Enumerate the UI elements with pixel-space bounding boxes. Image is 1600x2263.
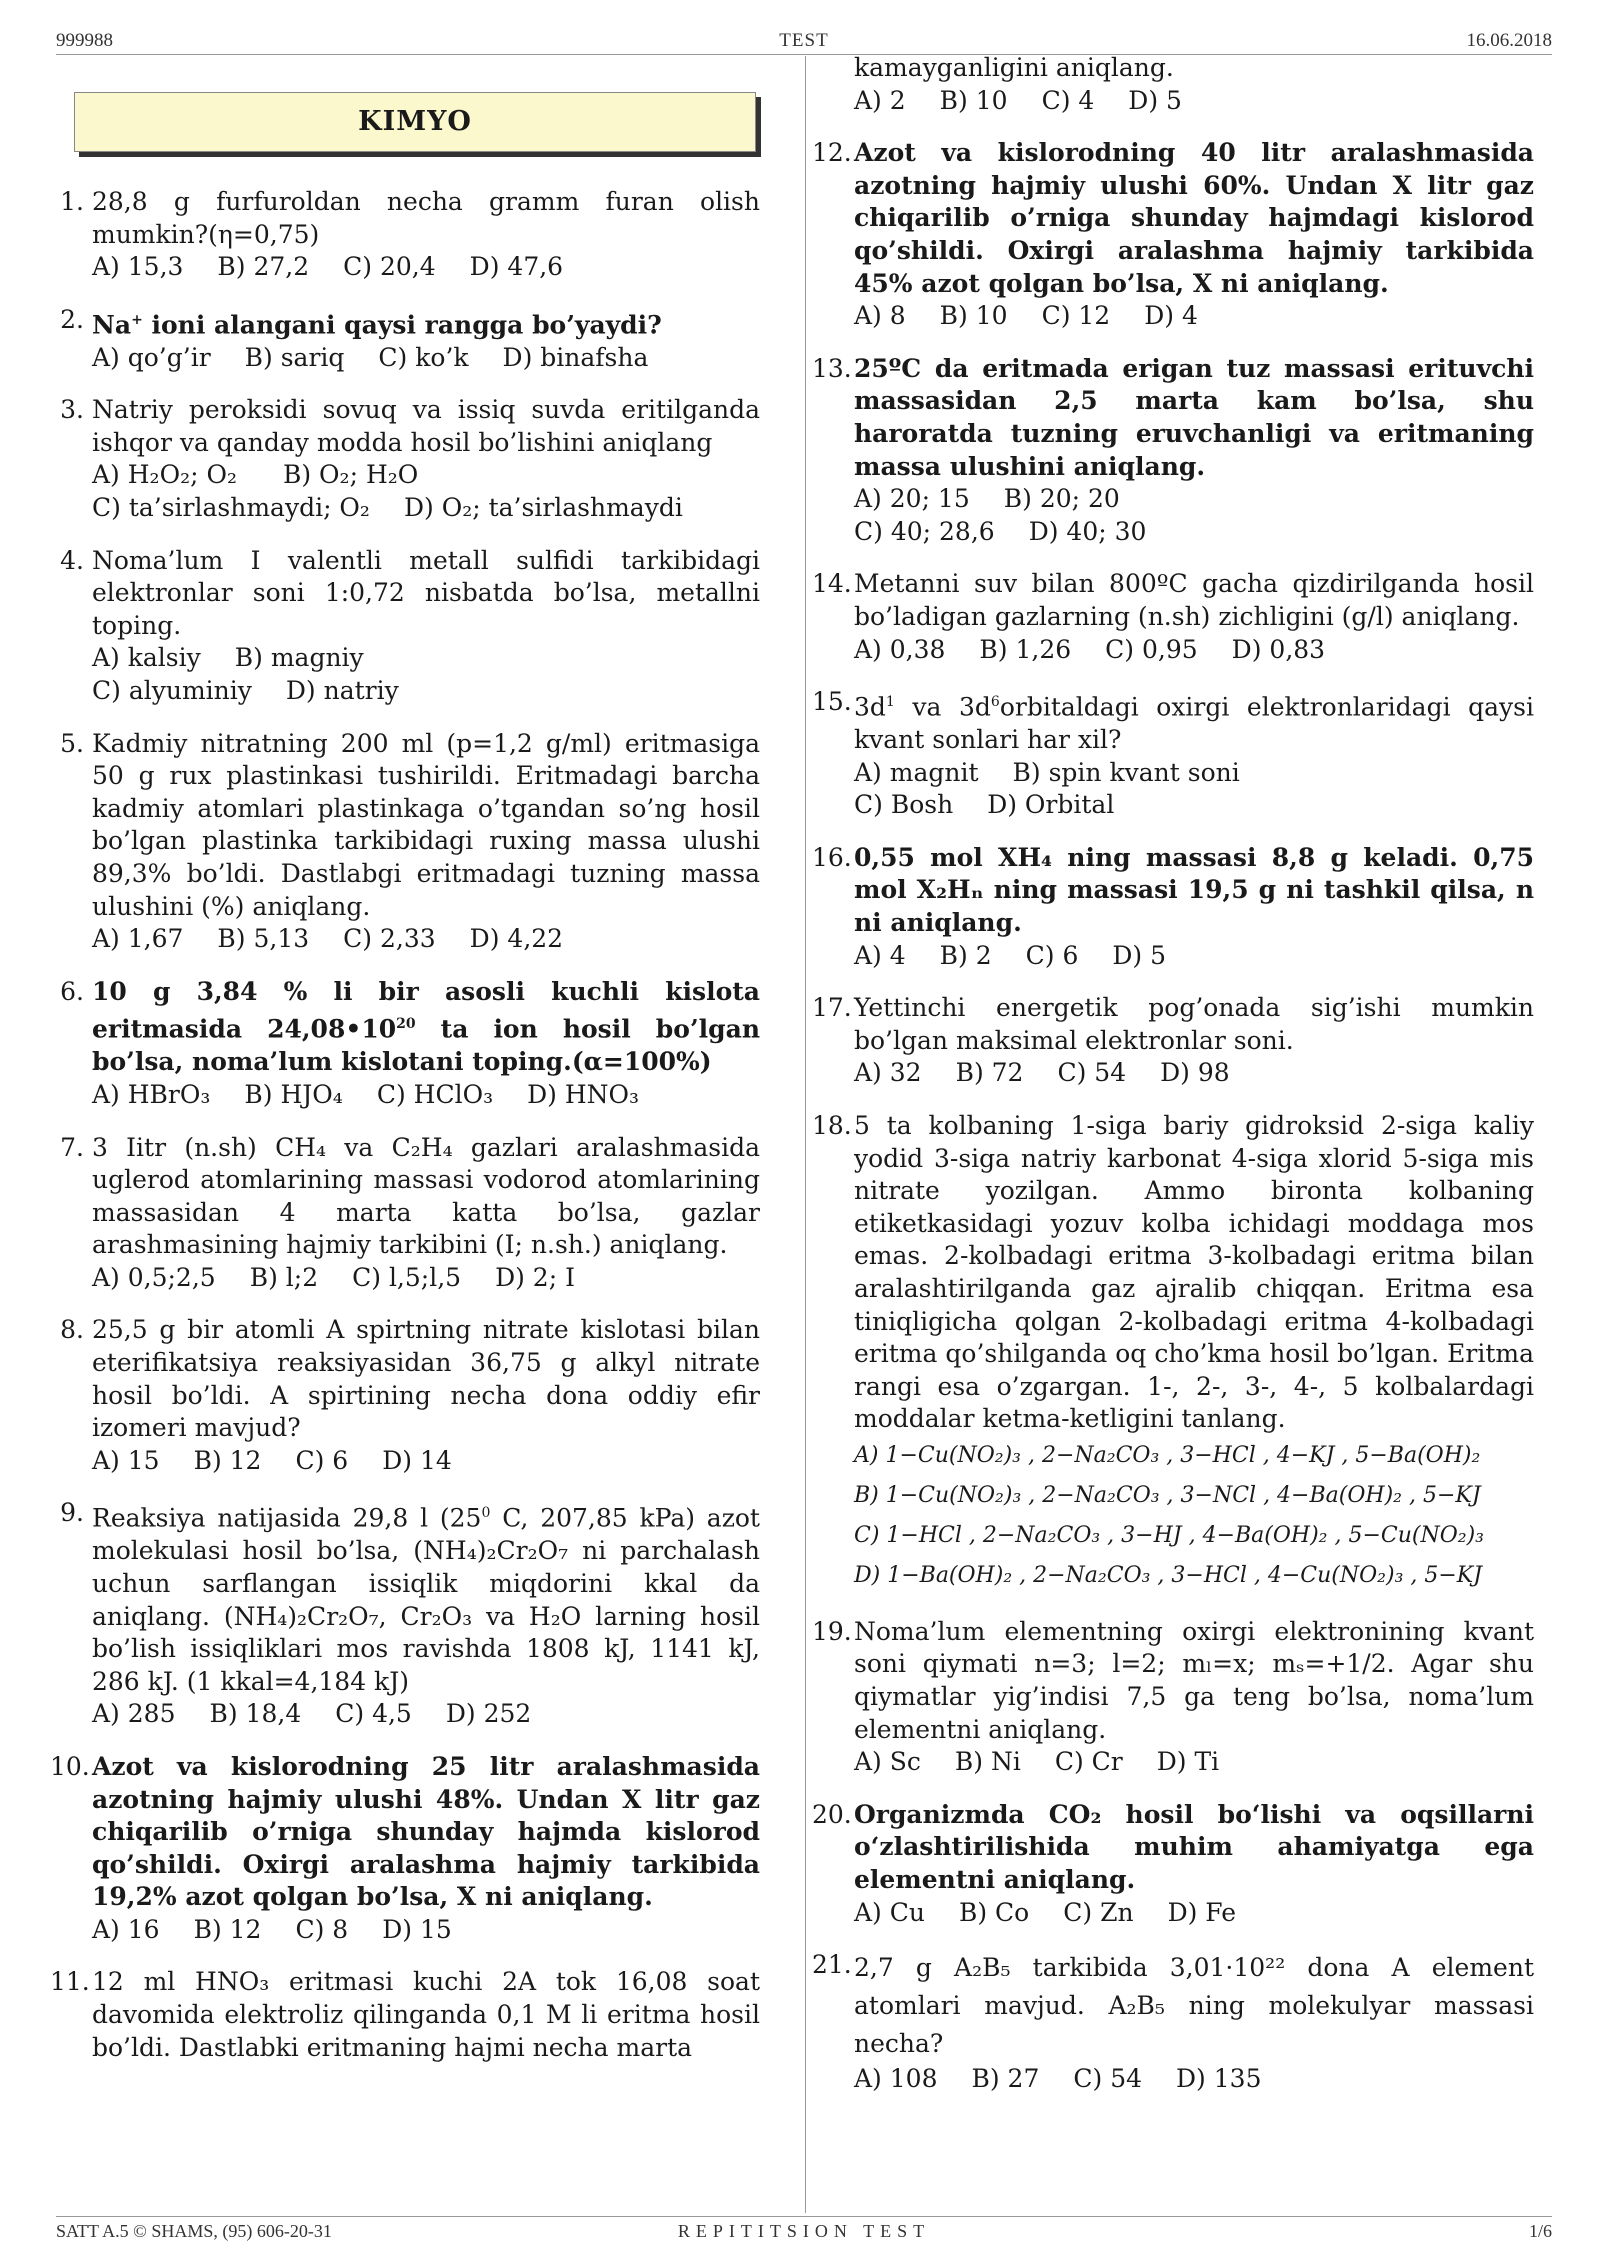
option-d[interactable]: D) natriy <box>285 676 399 706</box>
option-a[interactable]: A) Sc <box>854 1747 921 1777</box>
option-d[interactable]: D) Ti <box>1156 1747 1220 1777</box>
option-c[interactable]: C) Bosh <box>854 790 954 820</box>
subject-title: KIMYO <box>74 92 756 152</box>
option-c[interactable]: C) 6 <box>295 1445 349 1475</box>
question-18: 18. 5 ta kolbaning 1-siga bariy gidroksid 2-siga kaliy yodid 3-siga natriy karbonat 4-siga xlorid 5-siga mis nitrate yozilgan. Ammo bironta kolbaning etiketkasidagi yozuv kolba ichidagi moddaga mos emas. 2-kolbadagi eritma 3-kolbadagi eritma bilan aralashtirilganda gaz ajralib chiqqan. Eritma esa tiniqligicha qolgan 2-kolbadagi eritma 4-kolbadagi eritma qo’shilganda oq cho’kma hosil bo’lgan. Eritma rangi esa o’zgargan. 1-, 2-, 3-, 4-, 5 kolbalardagi moddalar ketma-ketligini tanlang. A) 1−Cu(NO₂)₃ , 2−Na₂CO₃ , 3−HCl , 4−KJ , 5−Ba(OH)₂ B) 1−Cu(NO₂)₃ , 2−Na₂CO₃ , 3−NCl , 4−Ba(OH)₂ , 5−KJ C) 1−HCl , 2−Na₂CO₃ , 3−HJ , 4−Ba(OH)₂ , 5−Cu(NO₂)₃ D) 1−Ba(OH)₂ , 2−Na₂CO₃ , 3−HCl , 4−Cu(NO₂)₃ , 5−KJ <box>812 1110 1534 1588</box>
page-header <box>56 28 1552 55</box>
option-d[interactable]: D) 5 <box>1128 85 1182 115</box>
question-4: 4. Noma’lum I valentli metall sulfidi tarkibidagi elektronlar soni 1:0,72 nisbatda bo’lsa, metallni toping. A) kalsiy B) magniy C) alyuminiy D) natriy <box>60 545 760 706</box>
option-c[interactable]: C) 40; 28,6 <box>854 516 995 546</box>
option-b[interactable]: B) 27,2 <box>217 252 310 282</box>
option-a[interactable]: A) 285 <box>92 1699 176 1729</box>
option-b[interactable]: B) 72 <box>955 1058 1024 1088</box>
option-b[interactable]: B) 12 <box>193 1445 262 1475</box>
header-code: 999988 <box>56 30 113 51</box>
question-text: 12 ml HNO₃ eritmasi kuchi 2A tok 16,08 soat davomida elektroliz qilinganda 0,1 M li eritma hosil bo’ldi. Dastlabki eritmaning hajmi necha marta <box>92 1967 760 2062</box>
option-b[interactable]: B) 20; 20 <box>1003 484 1120 514</box>
question-11-continued <box>854 52 1534 117</box>
option-c[interactable]: C) 4,5 <box>335 1699 412 1729</box>
option-a[interactable]: A) 8 <box>854 301 906 331</box>
option-d[interactable]: D) 4 <box>1144 301 1198 331</box>
option-b[interactable]: B) magniy <box>234 643 364 673</box>
option-a[interactable]: A) 1,67 <box>92 924 184 954</box>
question-text: Metanni suv bilan 800ºC gacha qizdirilganda hosil bo’ladigan gazlarning (n.sh) zichligini (g/l) aniqlang. <box>854 569 1534 631</box>
option-c[interactable]: C) 8 <box>295 1914 349 1944</box>
question-text: Organizmda CO₂ hosil bo‘lishi va oqsillarni o‘zlashtirilishida muhim ahamiyatga ega elementni aniqlang. <box>854 1799 1534 1895</box>
option-d[interactable]: D) 98 <box>1160 1058 1230 1088</box>
option-d[interactable]: D) 0,83 <box>1231 634 1326 664</box>
question-14: 14. Metanni suv bilan 800ºC gacha qizdirilganda hosil bo’ladigan gazlarning (n.sh) zichligini (g/l) aniqlang. A) 0,38 B) 1,26 C) 0,95 D) 0,83 <box>812 569 1534 664</box>
option-c[interactable]: C) 1−HCl , 2−Na₂CO₃ , 3−HJ , 4−Ba(OH)₂ , 5−Cu(NO₂)₃ <box>854 1522 1484 1548</box>
question-7: 7. 3 Iitr (n.sh) CH₄ va C₂H₄ gazlari aralashmasida uglerod atomlarining massasi vodorod atomlarining massasidan 4 marta katta bo’lsa, gazlar arashmasining hajmiy tarkibini (I; n.sh.) aniqlang. A) 0,5;2,5 B) l;2 C) l,5;l,5 D) 2; I <box>60 1132 760 1292</box>
option-a[interactable]: A) 108 <box>854 2064 938 2094</box>
question-text: kamayganligini aniqlang. <box>854 53 1174 82</box>
question-text: 10 g 3,84 % li bir asosli kuchli kislota eritmasida $24,08•10^{20}$ ta ion hosil bo’lgan bo’lsa, noma’lum kislotani toping.(α=100%) <box>92 976 760 1077</box>
option-d[interactable]: D) 252 <box>445 1699 532 1729</box>
option-c[interactable]: C) 20,4 <box>343 252 436 282</box>
question-21: 21. 2,7 g A₂B₅ tarkibida 3,01·10²² dona A element atomlari mavjud. A₂B₅ ning molekulyar massasi necha? A) 108 B) 27 C) 54 D) 135 <box>812 1950 1534 2094</box>
question-15: 15. $3d^1$ va $3d^6orbitaldagi$ oxirgi elektronlaridagi qaysi kvant sonlari har xil? A) magnit B) spin kvant soni C) Bosh D) Orbital <box>812 687 1534 820</box>
option-b[interactable]: B) 10 <box>939 301 1008 331</box>
option-d[interactable]: D) 1−Ba(OH)₂ , 2−Na₂CO₃ , 3−HCl , 4−Cu(NO₂)₃ , 5−KJ <box>854 1562 1483 1588</box>
question-8: 8. 25,5 g bir atomli A spirtning nitrate kislotasi bilan eterifikatsiya reaksiyasidan 36,75 g alkyl nitrate hosil bo’ldi. A spirtining necha dona oddiy efir izomeri mavjud? A) 15 B) 12 C) 6 D) 14 <box>60 1315 760 1475</box>
right-column <box>812 53 1534 2096</box>
option-c[interactable]: C) Zn <box>1063 1897 1134 1927</box>
footer-title: REPITITSION TEST <box>677 2221 931 2241</box>
option-a[interactable]: A) 0,38 <box>854 634 946 664</box>
question-text: Natriy peroksidi sovuq va issiq suvda eritilganda ishqor va qanday modda hosil bo’lishini aniqlang <box>92 395 760 457</box>
option-c[interactable]: C) Cr <box>1054 1747 1123 1777</box>
question-text: 3 Iitr (n.sh) CH₄ va C₂H₄ gazlari aralashmasida uglerod atomlarining massasi vodorod atomlarining massasidan 4 marta katta bo’lsa, gazlar arashmasining hajmiy tarkibini (I; n.sh.) aniqlang. <box>92 1132 760 1260</box>
option-c[interactable]: C) 4 <box>1041 85 1095 115</box>
question-text: 25ºC da eritmada erigan tuz massasi erituvchi massasidan 2,5 marta kam bo’lsa, shu haroratda tuzning eruvchanligi va eritmaning massa ulushini aniqlang. <box>854 353 1534 481</box>
question-17: 17. Yettinchi energetik pog’onada sig’ishi mumkin bo’lgan maksimal elektronlar soni. A) 32 B) 72 C) 54 D) 98 <box>812 993 1534 1088</box>
column-divider <box>805 56 806 2213</box>
option-b[interactable]: B) HJO₄ <box>244 1079 343 1109</box>
header-date: 16.06.2018 <box>1466 30 1552 51</box>
footer-copyright: SATT A.5 © SHAMS, (95) 606-20-31 <box>56 2221 332 2241</box>
option-a[interactable]: A) kalsiy <box>92 643 201 673</box>
option-b[interactable]: B) l;2 <box>249 1262 319 1292</box>
option-c[interactable]: C) l,5;l,5 <box>352 1262 462 1292</box>
question-text: 25,5 g bir atomli A spirtning nitrate kislotasi bilan eterifikatsiya reaksiyasidan 36,75 g alkyl nitrate hosil bo’ldi. A spirtining necha dona oddiy efir izomeri mavjud? <box>92 1315 760 1443</box>
option-d[interactable]: D) O₂; ta’sirlashmaydi <box>403 493 683 523</box>
question-16: 16. 0,55 mol XH₄ ning massasi 8,8 g keladi. 0,75 mol X₂Hₙ ning massasi 19,5 g ni tashkil qilsa, n ni aniqlang. A) 4 B) 2 C) 6 D) 5 <box>812 842 1534 970</box>
option-a[interactable]: A) 32 <box>854 1058 922 1088</box>
option-b[interactable]: B) sariq <box>244 342 345 372</box>
question-10: 10. Azot va kislorodning 25 litr aralashmasida azotning hajmiy ulushi 48%. Undan X litr gaz chiqarilib o’rniga shunday hajmda kislorod qo’shildi. Oxirgi aralashma hajmiy tarkibida 19,2% azot qolgan bo’lsa, X ni aniqlang. A) 16 B) 12 C) 8 D) 15 <box>50 1751 760 1944</box>
option-d[interactable]: D) 15 <box>382 1914 452 1944</box>
option-d[interactable]: D) Orbital <box>987 790 1115 820</box>
option-a[interactable]: A) Cu <box>854 1897 925 1927</box>
option-c[interactable]: C) 0,95 <box>1105 634 1198 664</box>
option-b[interactable]: B) 18,4 <box>209 1699 302 1729</box>
option-a[interactable]: A) HBrO₃ <box>92 1079 211 1109</box>
option-a[interactable]: A) 2 <box>854 85 906 115</box>
question-text: Na+ ioni alangani qaysi rangga bo’yaydi? <box>92 310 662 340</box>
question-9: 9. Reaksiya natijasida 29,8 l ($25^0$ C, 207,85 kPa) azot molekulasi hosil bo’lsa, (NH₄)₂Cr₂O₇ ni parchalash uchun sarflangan issiqlik miqdorini kkal da aniqlang. (NH₄)₂Cr₂O₇, Cr₂O₃ va H₂O larning hosil bo’lish issiqliklari mos ravishda 1808 kJ, 1141 kJ, 286 kJ. (1 kkal=4,184 kJ) A) 285 B) 18,4 C) 4,5 D) 252 <box>60 1498 760 1729</box>
option-c[interactable]: C) 54 <box>1073 2064 1143 2094</box>
header-title: TEST <box>779 30 829 51</box>
question-text: Noma’lum elementning oxirgi elektronining kvant soni qiymati n=3; l=2; mₗ=x; mₛ=+1/2. Agar shu qiymatlar yig’indisi 7,5 ga teng bo’lsa, noma’lum elementni aniqlang. <box>854 1616 1534 1744</box>
option-c[interactable]: C) 2,33 <box>343 924 436 954</box>
question-6: 6. 10 g 3,84 % li bir asosli kuchli kislota eritmasida $24,08•10^{20}$ ta ion hosil bo’lgan bo’lsa, noma’lum kislotani toping.(α=100%) A) HBrO₃ B) HJO₄ C) HClO₃ D) HNO₃ <box>60 976 760 1109</box>
page-footer <box>56 2216 1552 2241</box>
option-a[interactable]: A) 4 <box>854 940 906 970</box>
question-text: Yettinchi energetik pog’onada sig’ishi mumkin bo’lgan maksimal elektronlar soni. <box>854 993 1534 1055</box>
question-5: 5. Kadmiy nitratning 200 ml (p=1,2 g/ml) eritmasiga 50 g rux plastinkasi tushirildi. Eritmadagi barcha kadmiy atomlari plastinkaga o’tgandan so’ng hosil bo’lgan plastinka tarkibidagi ruxing massa ulushi 89,3% bo’ldi. Dastlabgi eritmadagi tuzning massa ulushini (%) aniqlang. A) 1,67 B) 5,13 C) 2,33 D) 4,22 <box>60 728 760 954</box>
option-b[interactable]: B) 5,13 <box>217 924 310 954</box>
question-text: Kadmiy nitratning 200 ml (p=1,2 g/ml) eritmasiga 50 g rux plastinkasi tushirildi. Eritmadagi barcha kadmiy atomlari plastinkaga o’tgandan so’ng hosil bo’lgan plastinka tarkibidagi ruxing massa ulushi 89,3% bo’ldi. Dastlabgi eritmadagi tuzning massa ulushini (%) aniqlang. <box>92 728 760 921</box>
question-text: Reaksiya natijasida 29,8 l ($25^0$ C, 207,85 kPa) azot molekulasi hosil bo’lsa, (NH₄)₂Cr₂O₇ ni parchalash uchun sarflangan issiqlik miqdorini kkal da aniqlang. (NH₄)₂Cr₂O₇, Cr₂O₃ va H₂O larning hosil bo’lish issiqliklari mos ravishda 1808 kJ, 1141 kJ, 286 kJ. (1 kkal=4,184 kJ) <box>92 1503 760 1696</box>
left-column <box>50 58 760 2064</box>
option-a[interactable]: A) 1−Cu(NO₂)₃ , 2−Na₂CO₃ , 3−HCl , 4−KJ , 5−Ba(OH)₂ <box>854 1442 1481 1468</box>
option-d[interactable]: D) 4,22 <box>469 924 564 954</box>
option-b[interactable]: B) Co <box>958 1897 1030 1927</box>
option-c[interactable]: C) 6 <box>1025 940 1079 970</box>
option-a[interactable]: A) 15 <box>92 1445 160 1475</box>
question-13: 13. 25ºC da eritmada erigan tuz massasi erituvchi massasidan 2,5 marta kam bo’lsa, shu haroratda tuzning eruvchanligi va eritmaning massa ulushini aniqlang. A) 20; 15 B) 20; 20 C) 40; 28,6 D) 40; 30 <box>812 353 1534 546</box>
question-3: 3. Natriy peroksidi sovuq va issiq suvda eritilganda ishqor va qanday modda hosil bo’lishini aniqlang A) H₂O₂; O₂ B) O₂; H₂O C) ta’sirlashmaydi; O₂ D) O₂; ta’sirlashmaydi <box>60 395 760 523</box>
option-b[interactable]: B) 12 <box>193 1914 262 1944</box>
option-a[interactable]: A) 0,5;2,5 <box>92 1262 216 1292</box>
option-d[interactable]: D) 40; 30 <box>1028 516 1147 546</box>
question-text: 0,55 mol XH₄ ning massasi 8,8 g keladi. 0,75 mol X₂Hₙ ning massasi 19,5 g ni tashkil qilsa, n ni aniqlang. <box>854 842 1534 937</box>
question-12: 12. Azot va kislorodning 40 litr aralashmasida azotning hajmiy ulushi 60%. Undan X litr gaz chiqarilib o’rniga shunday hajmdagi kislorod qo’shildi. Oxirgi aralashma hajmiy tarkibida 45% azot qolgan bo’lsa, X ni aniqlang. A) 8 B) 10 C) 12 D) 4 <box>812 138 1534 331</box>
option-a[interactable]: A) 16 <box>92 1914 160 1944</box>
question-text: Azot va kislorodning 40 litr aralashmasida azotning hajmiy ulushi 60%. Undan X litr gaz chiqarilib o’rniga shunday hajmdagi kislorod qo’shildi. Oxirgi aralashma hajmiy tarkibida 45% azot qolgan bo’lsa, X ni aniqlang. <box>854 138 1534 298</box>
question-20: 20. Organizmda CO₂ hosil bo‘lishi va oqsillarni o‘zlashtirilishida muhim ahamiyatga ega elementni aniqlang. A) Cu B) Co C) Zn D) Fe <box>812 1799 1534 1927</box>
option-b[interactable]: B) 1−Cu(NO₂)₃ , 2−Na₂CO₃ , 3−NCl , 4−Ba(OH)₂ , 5−KJ <box>854 1482 1481 1508</box>
option-a[interactable]: A) qo’g’ir <box>92 342 211 372</box>
option-c[interactable]: C) alyuminiy <box>92 676 252 706</box>
option-d[interactable]: D) 14 <box>382 1445 452 1475</box>
option-d[interactable]: D) Fe <box>1167 1897 1237 1927</box>
option-b[interactable]: B) 2 <box>939 940 992 970</box>
question-text: 5 ta kolbaning 1-siga bariy gidroksid 2-siga kaliy yodid 3-siga natriy karbonat 4-siga xlorid 5-siga mis nitrate yozilgan. Ammo bironta kolbaning etiketkasidagi yozuv kolba ichidagi moddaga mos emas. 2-kolbadagi eritma 3-kolbadagi eritma bilan aralashtirilganda gaz ajralib chiqqan. Eritma esa tiniqligicha qolgan 2-kolbadagi eritma 4-kolbadagi eritma qo’shilganda oq cho’kma hosil bo’lgan. Eritma rangi esa o’zgargan. 1-, 2-, 3-, 4-, 5 kolbalardagi moddalar ketma-ketligini tanlang. <box>854 1110 1534 1434</box>
option-c[interactable]: C) ta’sirlashmaydi; O₂ <box>92 493 370 523</box>
question-text: 2,7 g A₂B₅ tarkibida 3,01·10²² dona A element atomlari mavjud. A₂B₅ ning molekulyar massasi necha? <box>854 1953 1534 2059</box>
question-2: 2. Na+ ioni alangani qaysi rangga bo’yaydi? A) qo’g’ir B) sariq C) ko’k D) binafsha <box>50 304 760 375</box>
question-text: $3d^1$ va $3d^6orbitaldagi$ oxirgi elektronlaridagi qaysi kvant sonlari har xil? <box>854 692 1534 755</box>
option-b[interactable]: B) spin kvant soni <box>1012 757 1240 787</box>
option-c[interactable]: C) 12 <box>1041 301 1111 331</box>
option-a[interactable]: A) magnit <box>854 757 979 787</box>
option-a[interactable]: A) 15,3 <box>92 252 184 282</box>
option-b[interactable]: B) 1,26 <box>979 634 1072 664</box>
option-d[interactable]: D) 2; I <box>495 1262 575 1292</box>
question-text: Azot va kislorodning 25 litr aralashmasida azotning hajmiy ulushi 48%. Undan X litr gaz chiqarilib o’rniga shunday hajmda kislorod qo’shildi. Oxirgi aralashma hajmiy tarkibida 19,2% azot qolgan bo’lsa, X ni aniqlang. <box>92 1751 760 1912</box>
option-d[interactable]: D) 5 <box>1112 940 1167 970</box>
option-b[interactable]: B) 27 <box>971 2064 1040 2094</box>
option-d[interactable]: D) 47,6 <box>469 252 564 282</box>
question-11: 11. 12 ml HNO₃ eritmasi kuchi 2A tok 16,08 soat davomida elektroliz qilinganda 0,1 M li eritma hosil bo’ldi. Dastlabki eritmaning hajmi necha marta <box>50 1966 760 2064</box>
option-b[interactable]: B) O₂; H₂O <box>282 460 419 490</box>
option-a[interactable]: A) H₂O₂; O₂ <box>92 460 237 490</box>
option-c[interactable]: C) 54 <box>1057 1058 1127 1088</box>
option-c[interactable]: C) ko’k <box>378 342 469 372</box>
option-d[interactable]: D) binafsha <box>502 342 649 372</box>
question-1: 1. 28,8 g furfuroldan necha gramm furan olish mumkin?(η=0,75) A) 15,3 B) 27,2 C) 20,4 D) 47,6 <box>60 187 760 282</box>
question-text: Noma’lum I valentli metall sulfidi tarkibidagi elektronlar soni 1:0,72 nisbatda bo’lsa, metallni toping. <box>92 545 760 640</box>
option-d[interactable]: D) 135 <box>1176 2064 1262 2094</box>
option-c[interactable]: C) HClO₃ <box>376 1079 494 1109</box>
option-a[interactable]: A) 20; 15 <box>854 484 970 514</box>
option-b[interactable]: B) 10 <box>939 85 1008 115</box>
option-d[interactable]: D) HNO₃ <box>527 1079 640 1109</box>
option-b[interactable]: B) Ni <box>954 1747 1021 1777</box>
question-text: 28,8 g furfuroldan necha gramm furan olish mumkin?(η=0,75) <box>92 187 760 249</box>
page-number: 1/6 <box>1528 2221 1552 2241</box>
question-19: 19. Noma’lum elementning oxirgi elektronining kvant soni qiymati n=3; l=2; mₗ=x; mₛ=+1/2. Agar shu qiymatlar yig’indisi 7,5 ga teng bo’lsa, noma’lum elementni aniqlang. A) Sc B) Ni C) Cr D) Ti <box>812 1616 1534 1777</box>
